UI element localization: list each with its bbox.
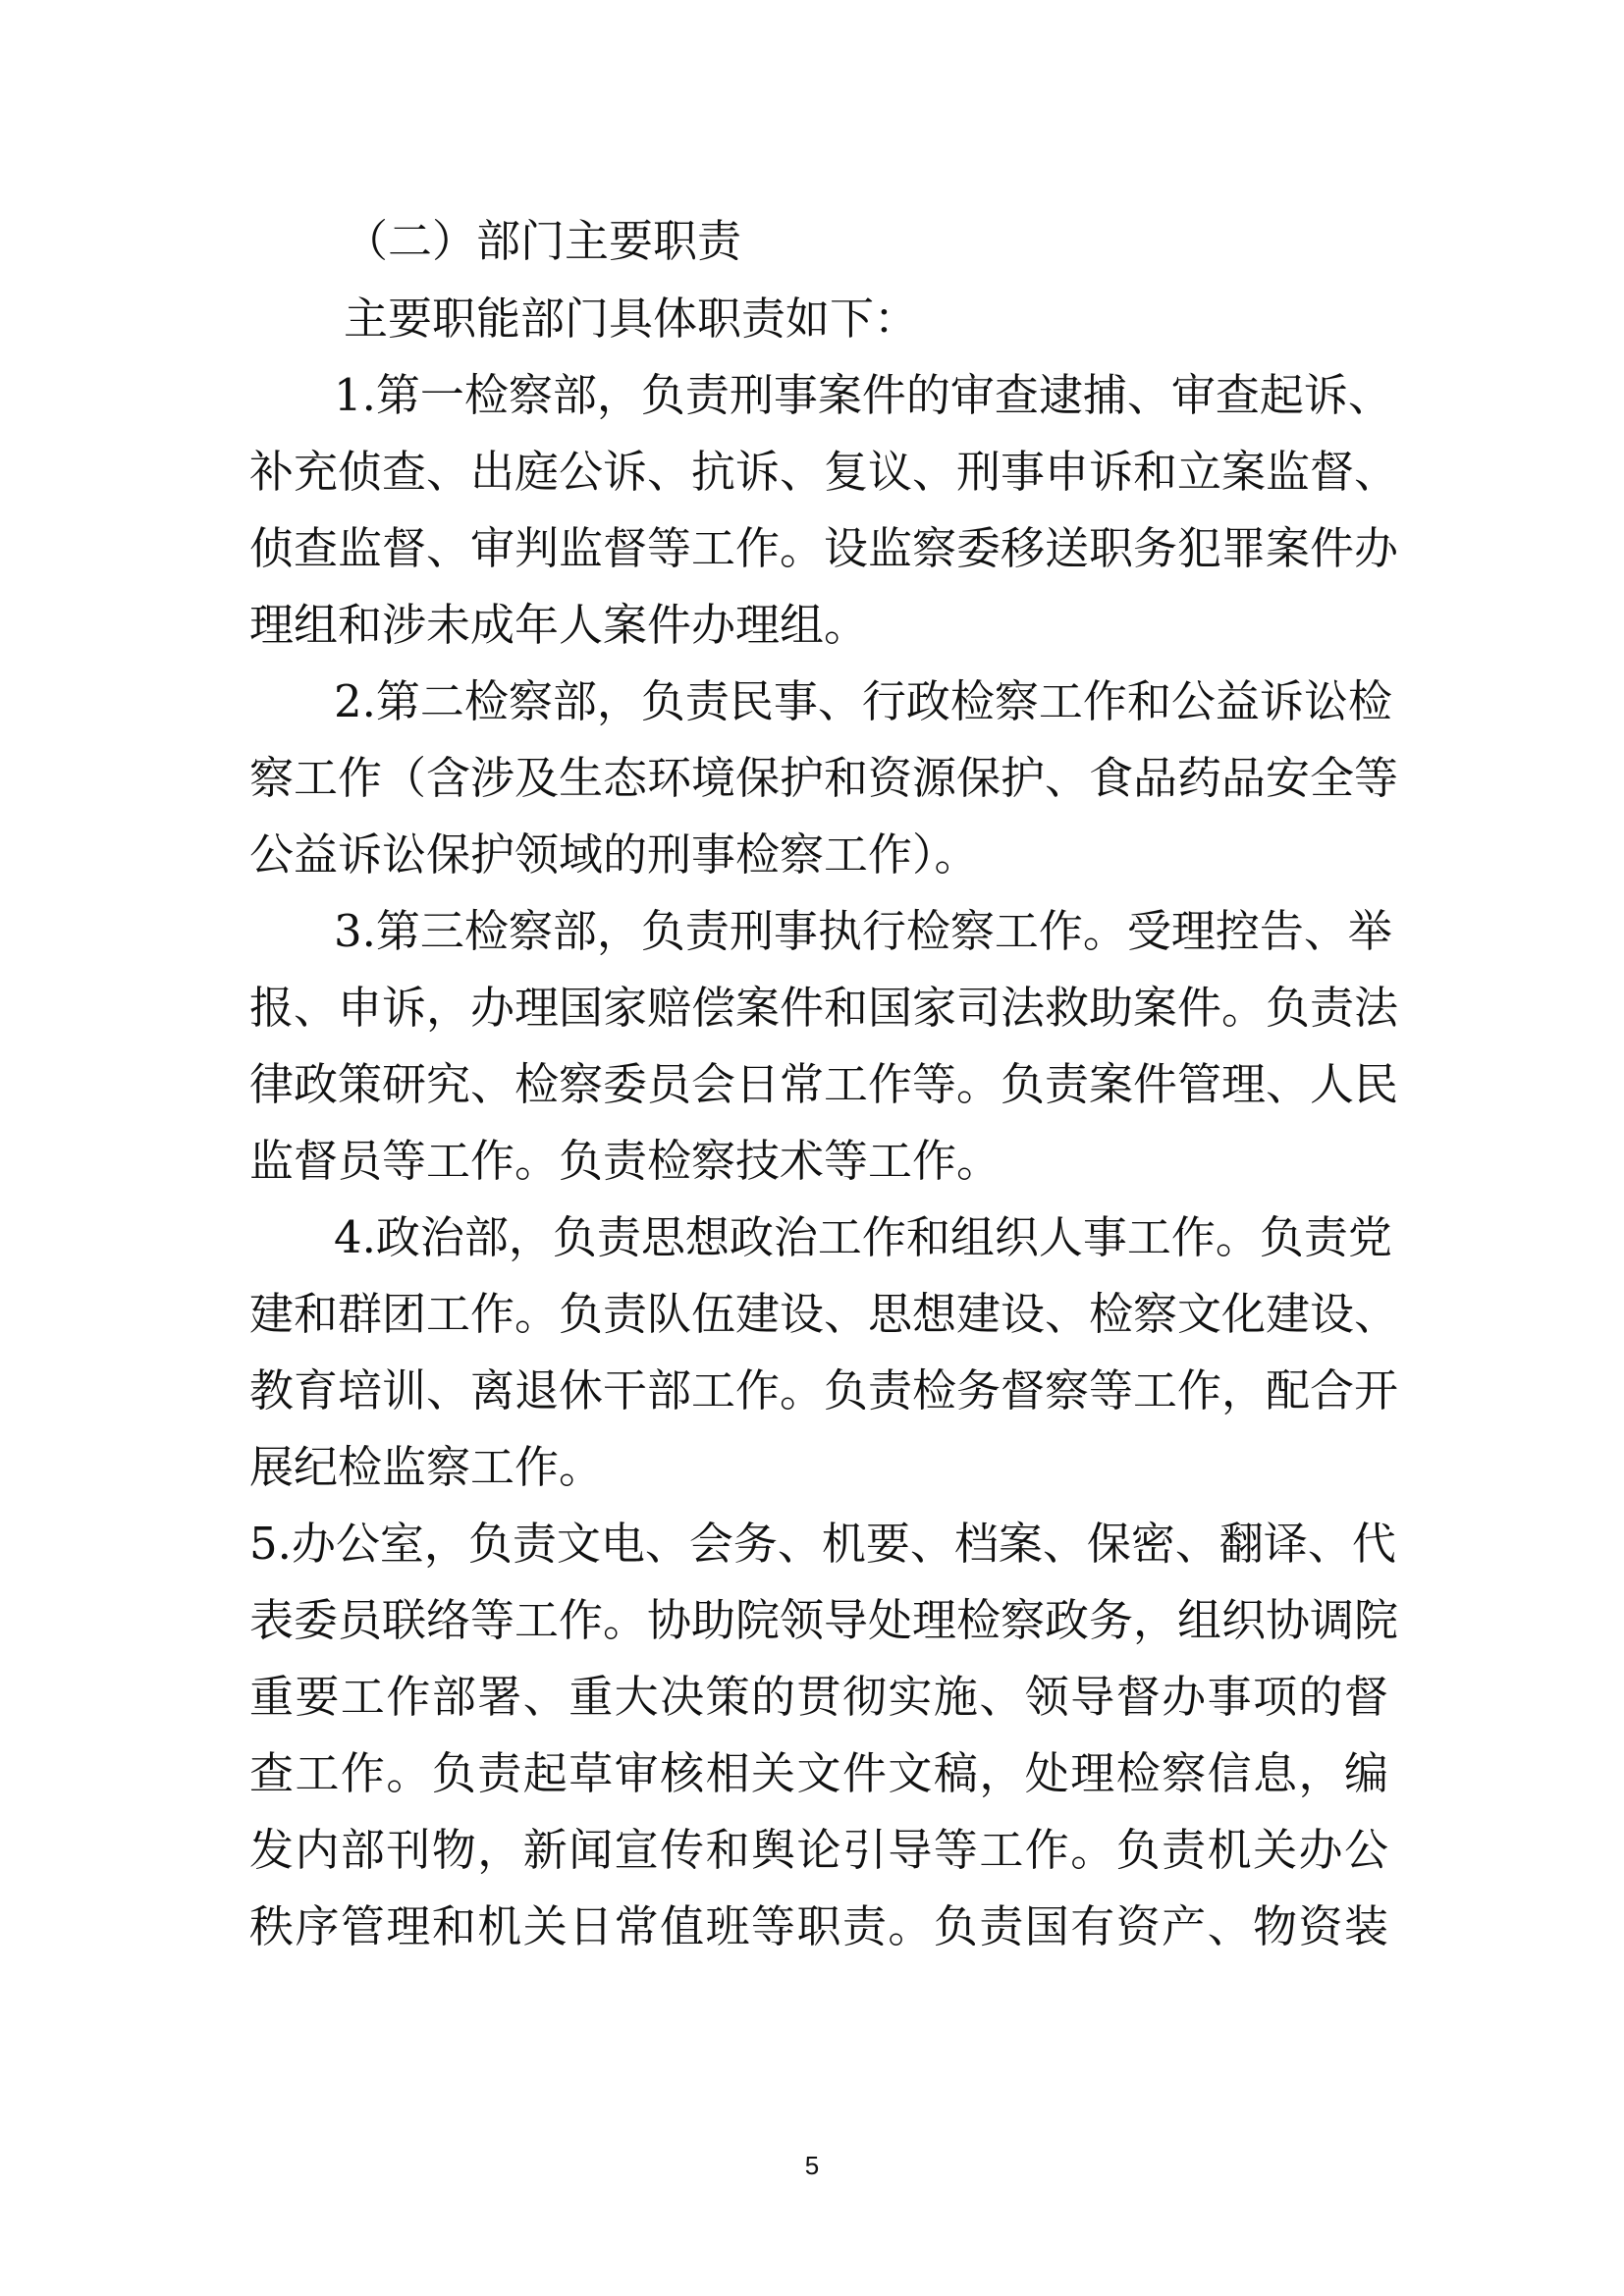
paragraph-4-line-3: 教育培训、离退休干部工作。负责检务督察等工作，配合开 [249,1364,1399,1416]
paragraph-3-line-3: 律政策研究、检察委员会日常工作等。负责案件管理、人民 [249,1058,1399,1110]
paragraph-5-line-1: 5.办公室，负责文电、会务、机要、档案、保密、翻译、代 [249,1518,1396,1570]
paragraph-4-line-2: 建和群团工作。负责队伍建设、思想建设、检察文化建设、 [249,1288,1399,1340]
paragraph-1-line-3: 侦查监督、审判监督等工作。设监察委移送职务犯罪案件办 [249,522,1399,574]
paragraph-5-line-2: 表委员联络等工作。协助院领导处理检察政务，组织协调院 [249,1594,1399,1646]
paragraph-1-line-2: 补充侦查、出庭公诉、抗诉、复议、刑事申诉和立案监督、 [249,446,1399,498]
paragraph-5-line-3: 重要工作部署、重大决策的贯彻实施、领导督办事项的督 [249,1671,1388,1723]
paragraph-3-line-2: 报、申诉，办理国家赔偿案件和国家司法救助案件。负责法 [249,982,1399,1034]
paragraph-3-line-4: 监督员等工作。负责检察技术等工作。 [249,1135,1001,1187]
paragraph-2-line-2: 察工作（含涉及生态环境保护和资源保护、食品药品安全等 [249,752,1399,804]
section-heading: （二）部门主要职责 [344,215,742,267]
paragraph-1-line-1: 1.第一检察部，负责刑事案件的审查逮捕、审查起诉、 [334,369,1392,421]
paragraph-2-line-1: 2.第二检察部，负责民事、行政检察工作和公益诉讼检 [334,675,1392,727]
paragraph-5-line-6: 秩序管理和机关日常值班等职责。负责国有资产、物资装 [249,1900,1388,1952]
paragraph-5-line-5: 发内部刊物，新闻宣传和舆论引导等工作。负责机关办公 [249,1824,1388,1876]
paragraph-2-line-3: 公益诉讼保护领域的刑事检察工作）。 [249,828,979,881]
paragraph-1-line-4: 理组和涉未成年人案件办理组。 [249,599,869,651]
intro-text: 主要职能部门具体职责如下： [344,293,919,345]
paragraph-3-line-1: 3.第三检察部，负责刑事执行检察工作。受理控告、举 [334,905,1392,957]
paragraph-5-line-4: 查工作。负责起草审核相关文件文稿，处理检察信息，编 [249,1747,1388,1799]
paragraph-4-line-4: 展纪检监察工作。 [249,1441,604,1493]
paragraph-4-line-1: 4.政治部，负责思想政治工作和组织人事工作。负责党 [334,1211,1392,1263]
page-number: 5 [804,2151,820,2180]
